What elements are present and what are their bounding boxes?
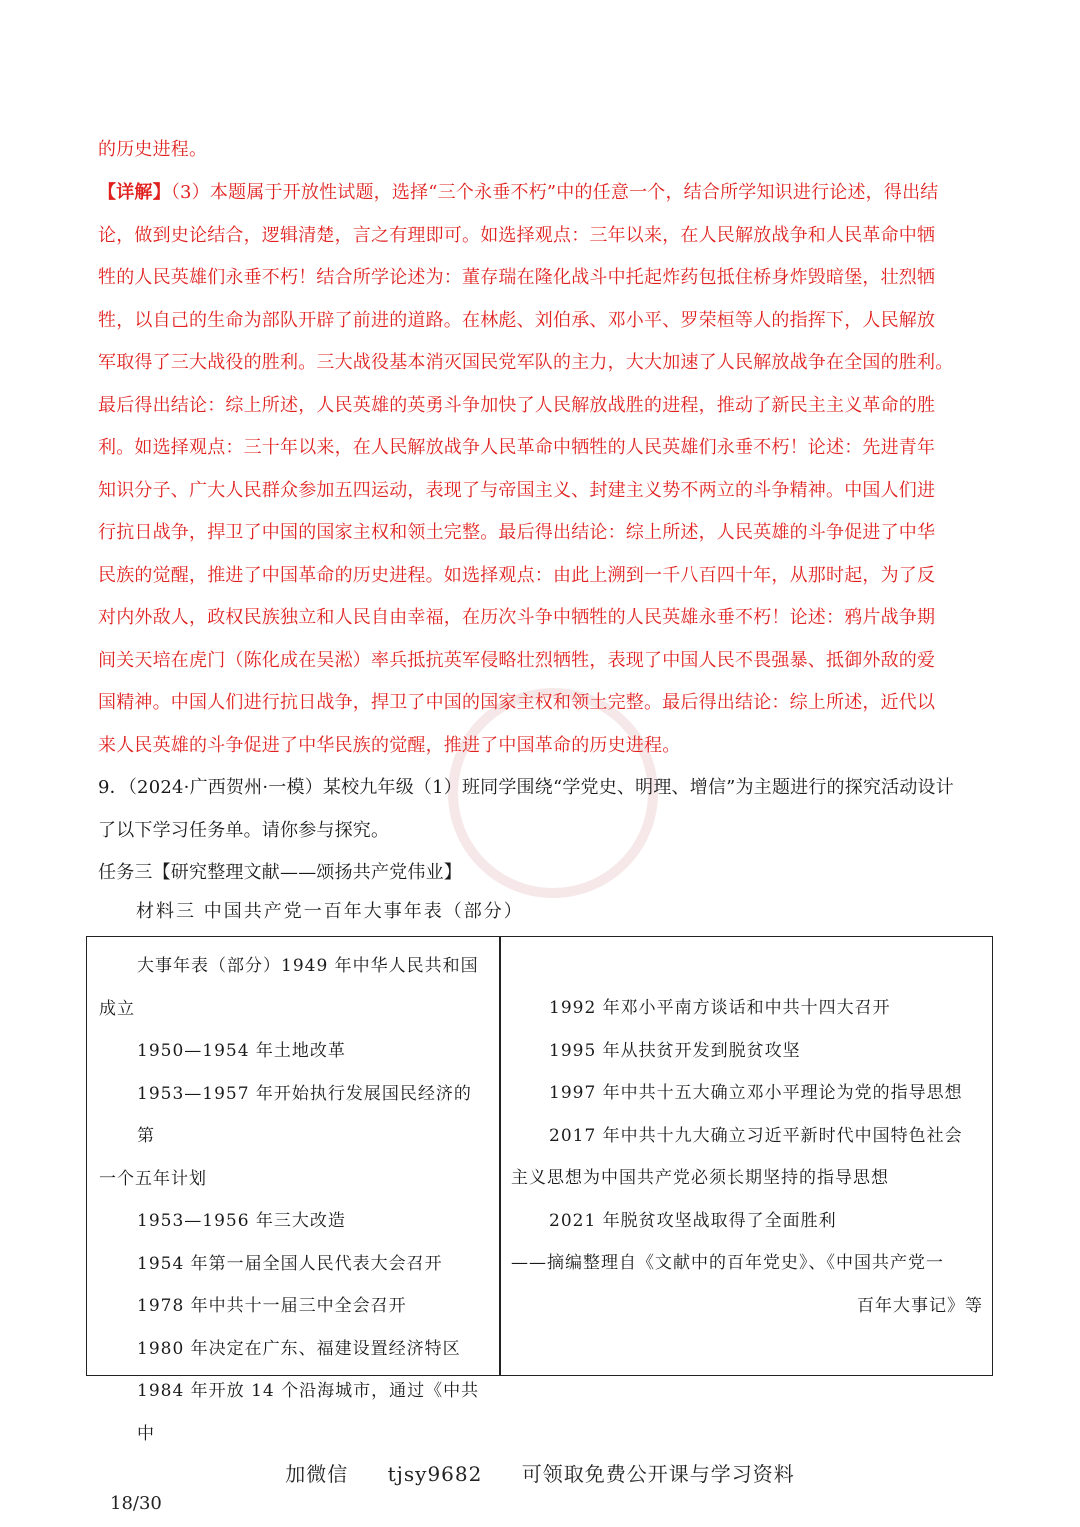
left-entry-0: 大事年表（部分）1949 年中华人民共和国 (137, 956, 479, 976)
right-entry-1: 1995 年从扶贫开发到脱贫攻坚 (549, 1040, 801, 1061)
detail-line-7: 知识分子、广大人民群众参加五四运动，表现了与帝国主义、封建主义势不两立的斗争精神。中国人们进 (98, 479, 936, 501)
detail-line-5: 最后得出结论：综上所述，人民英雄的英勇斗争加快了人民解放战胜的进程，推动了新民主主义革命的胜 (98, 394, 936, 416)
detail-line-4: 军取得了三大战役的胜利。三大战役基本消灭国民党军队的主力，大大加速了人民解放战争在全国的胜利。 (98, 352, 954, 373)
table-left-column (99, 945, 489, 1455)
footer-suffix: 可领取免费公开课与学习资料 (521, 1462, 795, 1486)
task-title: 任务三【研究整理文献——颂扬共产党伟业】 (98, 862, 462, 883)
footer-prefix: 加微信 (285, 1462, 349, 1486)
right-entry-3: 2017 年中共十九大确立习近平新时代中国特色社会 (549, 1125, 963, 1146)
left-entry-4: 一个五年计划 (99, 1168, 207, 1189)
left-entry-8: 1980 年决定在广东、福建设置经济特区 (137, 1338, 461, 1359)
detail-line-10: 对内外敌人，政权民族独立和人民自由幸福，在历次斗争中牺牲的人民英雄永垂不朽！论述：鸦片战争期 (98, 607, 936, 628)
table-divider (499, 937, 501, 1375)
detail-section (98, 172, 988, 767)
right-entry-2: 1997 年中共十五大确立邓小平理论为党的指导思想 (549, 1083, 963, 1103)
question-line-1: 9．（2024·广西贺州·一模）某校九年级（1）班同学围绕“学党史、明理、增信”为主题进行的探究活动设计 (98, 777, 954, 798)
timeline-table (86, 936, 993, 1444)
left-entry-1: 成立 (99, 998, 135, 1019)
left-entry-9: 1984 年开放 14 个沿海城市，通过《中共中 (137, 1381, 480, 1444)
detail-line-3: 牲，以自己的生命为部队开辟了前进的道路。在林彪、刘伯承、邓小平、罗荣桓等人的指挥下，人民解放 (98, 309, 936, 331)
detail-line-11: 间关天培在虎门（陈化成在吴淞）率兵抵抗英军侵略壮烈牺牲，表现了中国人民不畏强暴、抵御外敌的爱 (98, 649, 936, 671)
page-number: 18/30 (110, 1493, 162, 1514)
detail-label: 【详解】 (98, 182, 171, 203)
detail-line-1: 论，做到史论结合，逻辑清楚，言之有理即可。如选择观点：三年以来，在人民解放战争和人民革命中牺 (98, 224, 936, 246)
table-right-column (511, 987, 983, 1327)
left-entry-3: 1953—1957 年开始执行发展国民经济的第 (137, 1083, 472, 1146)
question-section (98, 767, 988, 895)
detail-text-0: （3）本题属于开放性试题，选择“三个永垂不朽”中的任意一个，结合所学知识进行论述，得出结 (170, 182, 939, 203)
left-entry-7: 1978 年中共十一届三中全会召开 (137, 1296, 407, 1316)
detail-line-6: 利。如选择观点：三十年以来，在人民解放战争人民革命中牺牲的人民英雄们永垂不朽！论述：先进青年 (98, 437, 936, 458)
question-line-2: 了以下学习任务单。请你参与探究。 (98, 819, 390, 841)
source-line-1: ——摘编整理自《文献中的百年党史》、《中国共产党一 (511, 1253, 944, 1273)
right-entry-4: 主义思想为中国共产党必须长期坚持的指导思想 (511, 1168, 889, 1188)
intro-line (98, 129, 988, 172)
intro-text: 的历史进程。 (98, 139, 208, 160)
detail-line-2: 牲的人民英雄们永垂不朽！结合所学论述为：董存瑞在隆化战斗中托起炸药包抵住桥身炸毁暗堡，壮烈牺 (98, 267, 936, 288)
left-entry-6: 1954 年第一届全国人民代表大会召开 (137, 1253, 443, 1274)
detail-line-0 (98, 172, 988, 215)
footer-wechat-id: tjsy9682 (387, 1462, 483, 1486)
right-entry-0: 1992 年邓小平南方谈话和中共十四大召开 (549, 998, 891, 1018)
detail-line-12: 国精神。中国人们进行抗日战争，捍卫了中国的国家主权和领土完整。最后得出结论：综上所述，近代以 (98, 692, 936, 713)
left-entry-2: 1950—1954 年土地改革 (137, 1041, 346, 1061)
material-title: 材料三 中国共产党一百年大事年表（部分） (136, 901, 524, 922)
source-line-2: 百年大事记》等 (857, 1295, 983, 1316)
detail-line-8: 行抗日战争，捍卫了中国的国家主权和领土完整。最后得出结论：综上所述，人民英雄的斗争促进了中华 (98, 522, 936, 543)
footer-promo (0, 1458, 1080, 1487)
left-entry-5: 1953—1956 年三大改造 (137, 1211, 346, 1231)
detail-line-13: 来人民英雄的斗争促进了中华民族的觉醒，推进了中国革命的历史进程。 (98, 734, 681, 756)
detail-line-9: 民族的觉醒，推进了中国革命的历史进程。如选择观点：由此上溯到一千八百四十年，从那时起，为了反 (98, 564, 936, 586)
right-entry-5: 2021 年脱贫攻坚战取得了全面胜利 (549, 1210, 837, 1231)
